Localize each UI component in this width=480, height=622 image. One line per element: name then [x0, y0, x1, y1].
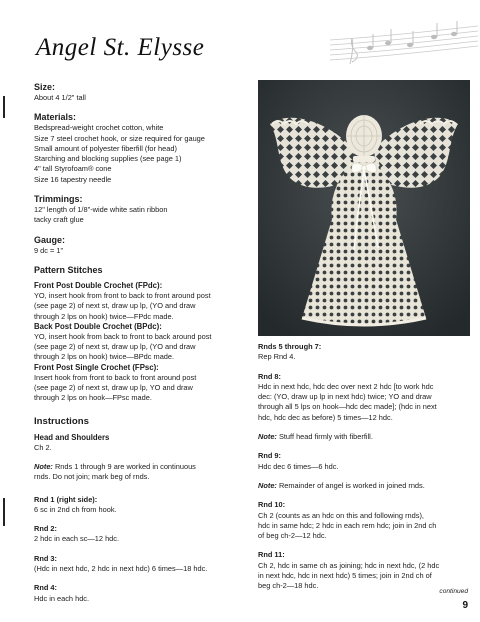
- materials-item: Bedspread-weight crochet cotton, white: [34, 123, 164, 133]
- head-shoulders-heading: Head and Shoulders: [34, 432, 110, 442]
- note-text: Rnds 1 through 9 are worked in continuous: [54, 461, 196, 471]
- continued-label: continued: [439, 588, 468, 595]
- angel-photo: [258, 80, 470, 336]
- gauge-text: 9 dc = 1": [34, 245, 64, 255]
- trimmings-heading: Trimmings:: [34, 194, 83, 205]
- round-text: hdc, hdc dec as before) 5 times—12 hdc.: [258, 412, 393, 422]
- round-label: Rnd 10:: [258, 500, 286, 510]
- right-column: [258, 342, 470, 592]
- instructions-heading: Instructions: [34, 415, 89, 427]
- stitch-name: Front Post Double Crochet (FPdc):: [34, 280, 163, 290]
- round-text: Rep Rnd 4.: [258, 352, 296, 362]
- music-staff-decoration: [330, 18, 478, 80]
- stuff-head-note: [258, 432, 470, 442]
- round-label: Rnd 11:: [258, 550, 285, 560]
- size-heading: Size:: [34, 82, 56, 92]
- round-heading: [34, 495, 250, 505]
- round-label: Rnd 1: [34, 494, 55, 504]
- round-text: Ch 2 (counts as an hdc on this and following rnds),: [258, 510, 424, 520]
- stitch-line: Insert hook from front to back to front around post: [34, 372, 197, 382]
- trimmings-item: 12" length of 1/8"-wide white satin ribbon: [34, 205, 168, 215]
- round-text: (Hdc in next hdc, 2 hdc in next hdc) 6 times—18 hdc.: [34, 564, 208, 574]
- round-label: Rnd 9:: [258, 451, 281, 461]
- stitch-name: Back Post Double Crochet (BPdc):: [34, 321, 162, 331]
- round-text: through all 5 lps on hook—hdc dec made]; (hdc in next: [258, 402, 437, 412]
- start-chain: Ch 2.: [34, 442, 52, 452]
- stitch-line: through 2 lps on hook) twice—FPdc made.: [34, 311, 174, 321]
- note-text: Stuff head firmly with fiberfill.: [278, 432, 373, 442]
- stitch-line: YO, insert hook from front to back to front around post: [34, 290, 211, 300]
- page-title: Angel St. Elysse: [36, 34, 205, 61]
- materials-item: Size 7 steel crochet hook, or size required for gauge: [34, 133, 205, 143]
- note-label: Note:: [258, 432, 277, 442]
- materials-heading: Materials:: [34, 112, 77, 123]
- trimmings-item: tacky craft glue: [34, 215, 84, 225]
- note-text: rnds. Do not join; mark beg of rnds.: [34, 472, 150, 482]
- round-text: 6 sc in 2nd ch from hook.: [34, 504, 117, 514]
- note-text: Remainder of angel is worked in joined rnds.: [278, 480, 425, 490]
- round-label: Rnd 2:: [34, 524, 57, 534]
- instructions-note: [34, 462, 250, 472]
- round-text: in next hdc, hdc in next hdc) 5 times; join in 2nd ch of: [258, 571, 432, 581]
- gauge-heading: Gauge:: [34, 234, 66, 245]
- left-column: [34, 82, 250, 604]
- materials-item: Small amount of polyester fiberfill (for head): [34, 143, 177, 153]
- round-text: dec: (YO, draw up lp in next hdc) twice; YO and draw: [258, 392, 432, 402]
- materials-item: 4" tall Styrofoam® cone: [34, 164, 112, 174]
- round-label: Rnds 5 through 7:: [258, 342, 322, 351]
- round-text: hdc in same hdc; 2 hdc in each rem hdc; join in 2nd ch: [258, 520, 437, 530]
- stitch-line: through 2 lps on hook) twice—BPdc made.: [34, 352, 175, 362]
- page-number: 9: [462, 600, 468, 611]
- note-label: Note:: [34, 461, 53, 471]
- round-label: Rnd 3:: [34, 553, 57, 563]
- note-label: Note:: [258, 480, 277, 490]
- stitch-line: through 2 lps on hook—FPsc made.: [34, 393, 152, 403]
- stitch-line: (see page 2) of next st, draw up lp, (YO and draw: [34, 342, 196, 352]
- round-text: of beg ch-2—12 hdc.: [258, 531, 327, 541]
- binding-mark-top: [3, 96, 5, 118]
- crocheted-angel-image: [258, 80, 470, 336]
- stitch-line: YO, insert hook from back to front to back around post: [34, 331, 212, 341]
- round-label: Rnd 4:: [34, 583, 57, 593]
- round-text: beg ch-2—18 hdc.: [258, 581, 319, 591]
- joined-rounds-note: [258, 481, 470, 491]
- pattern-stitches-heading: Pattern Stitches: [34, 264, 103, 275]
- round-text: Hdc in next hdc, hdc dec over next 2 hdc [to work hdc: [258, 381, 434, 391]
- size-text: About 4 1/2" tall: [34, 93, 86, 102]
- round-text: 2 hdc in each sc—12 hdc.: [34, 534, 120, 544]
- stitch-name: Front Post Single Crochet (FPsc):: [34, 362, 159, 372]
- materials-item: Starching and blocking supplies (see page 1): [34, 154, 182, 164]
- round-text: Ch 2, hdc in same ch as joining; hdc in next hdc, (2 hdc: [258, 560, 440, 570]
- round-label-suffix: (right side):: [54, 494, 98, 504]
- materials-item: Size 16 tapestry needle: [34, 174, 112, 184]
- round-label: Rnd 8:: [258, 371, 281, 381]
- binding-mark-bottom: [3, 498, 5, 526]
- round-text: Hdc in each hdc.: [34, 593, 90, 603]
- stitch-line: (see page 2) of next st, draw up lp, YO and draw: [34, 383, 193, 393]
- stitch-line: (see page 2) of next st, draw up lp, (YO and draw: [34, 301, 196, 311]
- round-text: Hdc dec 6 times—6 hdc.: [258, 461, 339, 471]
